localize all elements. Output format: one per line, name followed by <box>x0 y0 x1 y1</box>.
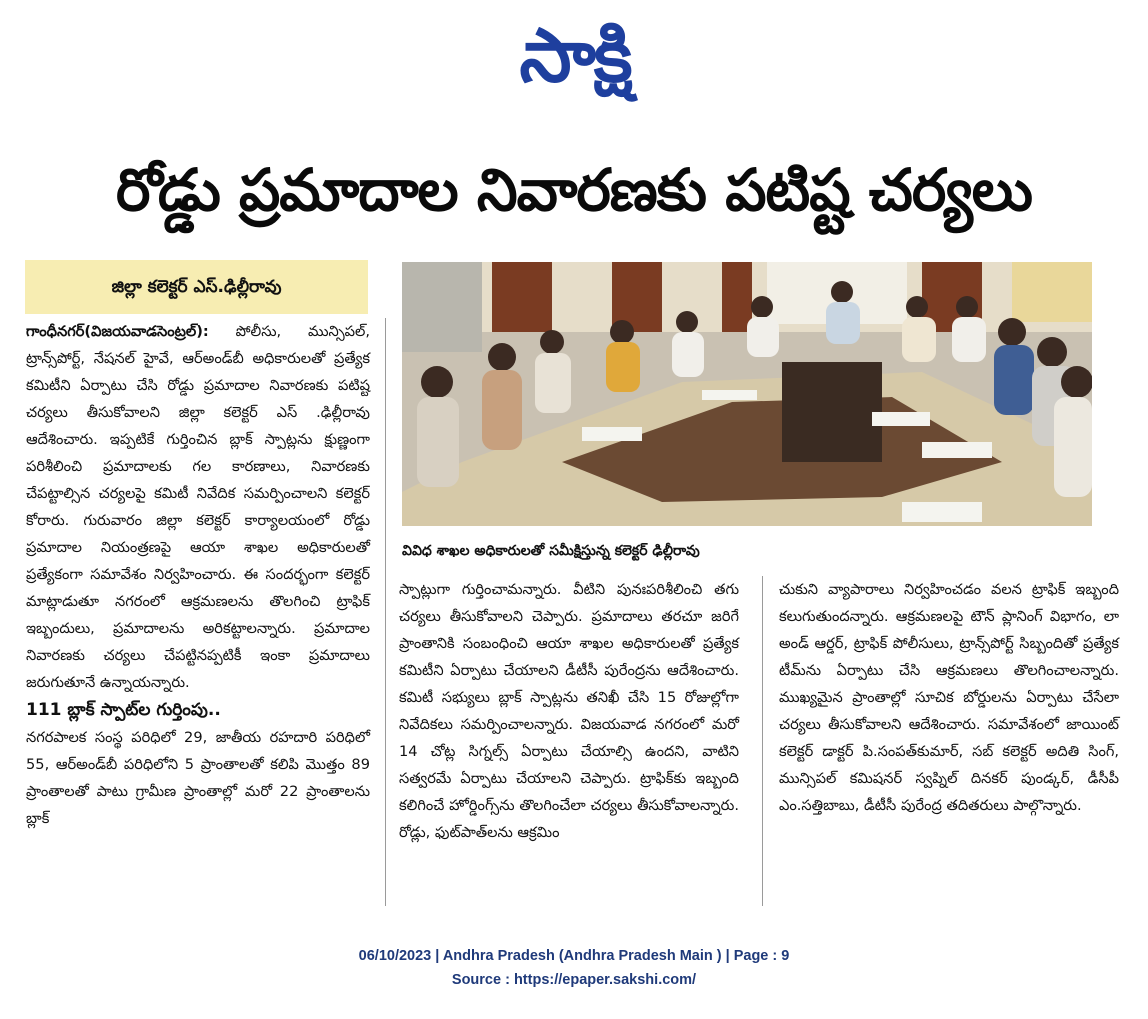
headline: రోడ్డు ప్రమాదాల నివారణకు పటిష్ట చర్యలు <box>116 156 1032 224</box>
col1-paragraph-2: నగరపాలక సంస్థ పరిధిలో 29, జాతీయ రహదారి పరిధిలో 55, ఆర్‌అండ్‌బీ పరిధిలోని 5 ప్రాంతాలతో కలిపి మొత్తం 89 ప్రాంతాలతో పాటు గ్రామీణ ప్రాంతాల్లో మరో 22 ప్రాంతాలను బ్లాక్ <box>26 729 370 827</box>
article-column-2 <box>399 576 739 846</box>
col1-paragraph-1: పోలీసు, మున్సిపల్, ట్రాన్స్‌పోర్ట్, నేషనల్ హైవే, ఆర్‌అండ్‌బీ అధికారులతో ప్రత్యేక కమిటీని ఏర్పాటు చేసి రోడ్డు ప్రమాదాల నివారణకు పటిష్ట చర్యలు తీసుకోవాలని జిల్లా కలెక్టర్ ఎస్ .ఢిల్లీరావు ఆదేశించారు. ఇప్పటికే గుర్తించిన బ్లాక్ స్పాట్లను క్షుణ్ణంగా పరిశీలించి ప్రమాదాలకు గల కారణాలు, నివారణకు చేపట్టాల్సిన చర్యలపై కమిటీ నివేదిక సమర్పించాలని కలెక్టర్ కోరారు. గురువారం జిల్లా కలెక్టర్ కార్యాలయంలో రోడ్డు ప్రమాదాల నియంత్రణపై ఆయా శాఖల అధికారులతో ప్రత్యేకంగా సమావేశం నిర్వహించారు. ఈ సందర్భంగా కలెక్టర్ మాట్లాడుతూ నగరంలో ఆక్రమణలను తొలగించి ట్రాఫిక్ ఇబ్బందులు, ప్రమాదాలను అరికట్టాలన్నారు. ప్రమాదాల నివారణకు చర్యలు చేపట్టినప్పటికీ ఇంకా ప్రమాదాలు జరుగుతూనే ఉన్నాయన్నారు. <box>26 323 371 691</box>
article-column-3 <box>779 576 1119 819</box>
sakshi-logo: సాక్షి <box>519 13 631 99</box>
article-column-1 <box>26 318 370 832</box>
photo-caption: వివిధ శాఖల అధికారులతో సమీక్షిస్తున్న కలెక్టర్ ఢిల్లీరావు <box>402 543 700 559</box>
footer-dateline: 06/10/2023 | Andhra Pradesh (Andhra Pradesh Main ) | Page : 9 <box>358 948 790 964</box>
footer-source: Source : https://epaper.sakshi.com/ <box>451 972 697 988</box>
column-rule <box>762 576 763 906</box>
col3-paragraph: చుకుని వ్యాపారాలు నిర్వహించడం వలన ట్రాఫిక్ ఇబ్బంది కలుగుతుందన్నారు. ఆక్రమణలపై టౌన్ ప్లానింగ్ విభాగం, లా అండ్ ఆర్డర్, ట్రాఫిక్ పోలీసులు, ట్రాన్స్‌పోర్ట్ సిబ్బందితో ప్రత్యేక టీమ్‌ను ఏర్పాటు చేసి ఆక్రమణలు తొలగించాలన్నారు. ముఖ్యమైన ప్రాంతాల్లో సూచిక బోర్డులను ఏర్పాటు చేసేలా చర్యలు తీసుకోవాలని ఆదేశించారు. సమావేశంలో జాయింట్ కలెక్టర్ డాక్టర్ పి.సంపత్‌కుమార్, సబ్ కలెక్టర్ అదితి సింగ్, మున్సిపల్ కమిషనర్ స్వప్నిల్ దినకర్ పుండ్కర్, డీసీపీ ఎం.సత్తిబాబు, డీటీసీ పురేంద్ర తదితరులు పాల్గొన్నారు. <box>779 581 1119 814</box>
column-rule <box>385 318 386 906</box>
meeting-photo <box>402 262 1092 526</box>
byline: జిల్లా కలెక్టర్ ఎస్.ఢిల్లీరావు <box>111 277 282 297</box>
col2-paragraph: స్పాట్లుగా గుర్తించామన్నారు. వీటిని పునఃపరిశీలించి తగు చర్యలు తీసుకోవాలని చెప్పారు. ప్రమాదాలు తరచూ జరిగే ప్రాంతానికి సంబంధించి ఆయా శాఖల అధికారులతో ప్రత్యేక కమిటీని ఏర్పాటు చేయాలని డీటీసీ పురేంద్రను ఆదేశించారు. కమిటీ సభ్యులు బ్లాక్ స్పాట్లను తనిఖీ చేసి 15 రోజుల్లోగా నివేదికలు సమర్పించాలన్నారు. విజయవాడ నగరంలో మరో 14 చోట్ల సిగ్నల్స్ ఏర్పాటు చేయాల్సి ఉందని, వాటిని సత్వరమే ఏర్పాటు చేయాలని చెప్పారు. ట్రాఫిక్‌కు ఇబ్బంది కలిగించే హోర్డింగ్స్‌ను తొలగించేలా చర్యలు తీసుకోవాలన్నారు. రోడ్లు, ఫుట్‌పాత్‌లను ఆక్రమిం <box>399 581 739 841</box>
subhead: 111 బ్లాక్ స్పాట్‌ల గుర్తింపు.. <box>26 700 221 720</box>
dateline: గాంధీనగర్(విజయవాడసెంట్రల్): <box>26 323 209 340</box>
masthead <box>0 0 1148 118</box>
byline-box <box>25 260 368 314</box>
